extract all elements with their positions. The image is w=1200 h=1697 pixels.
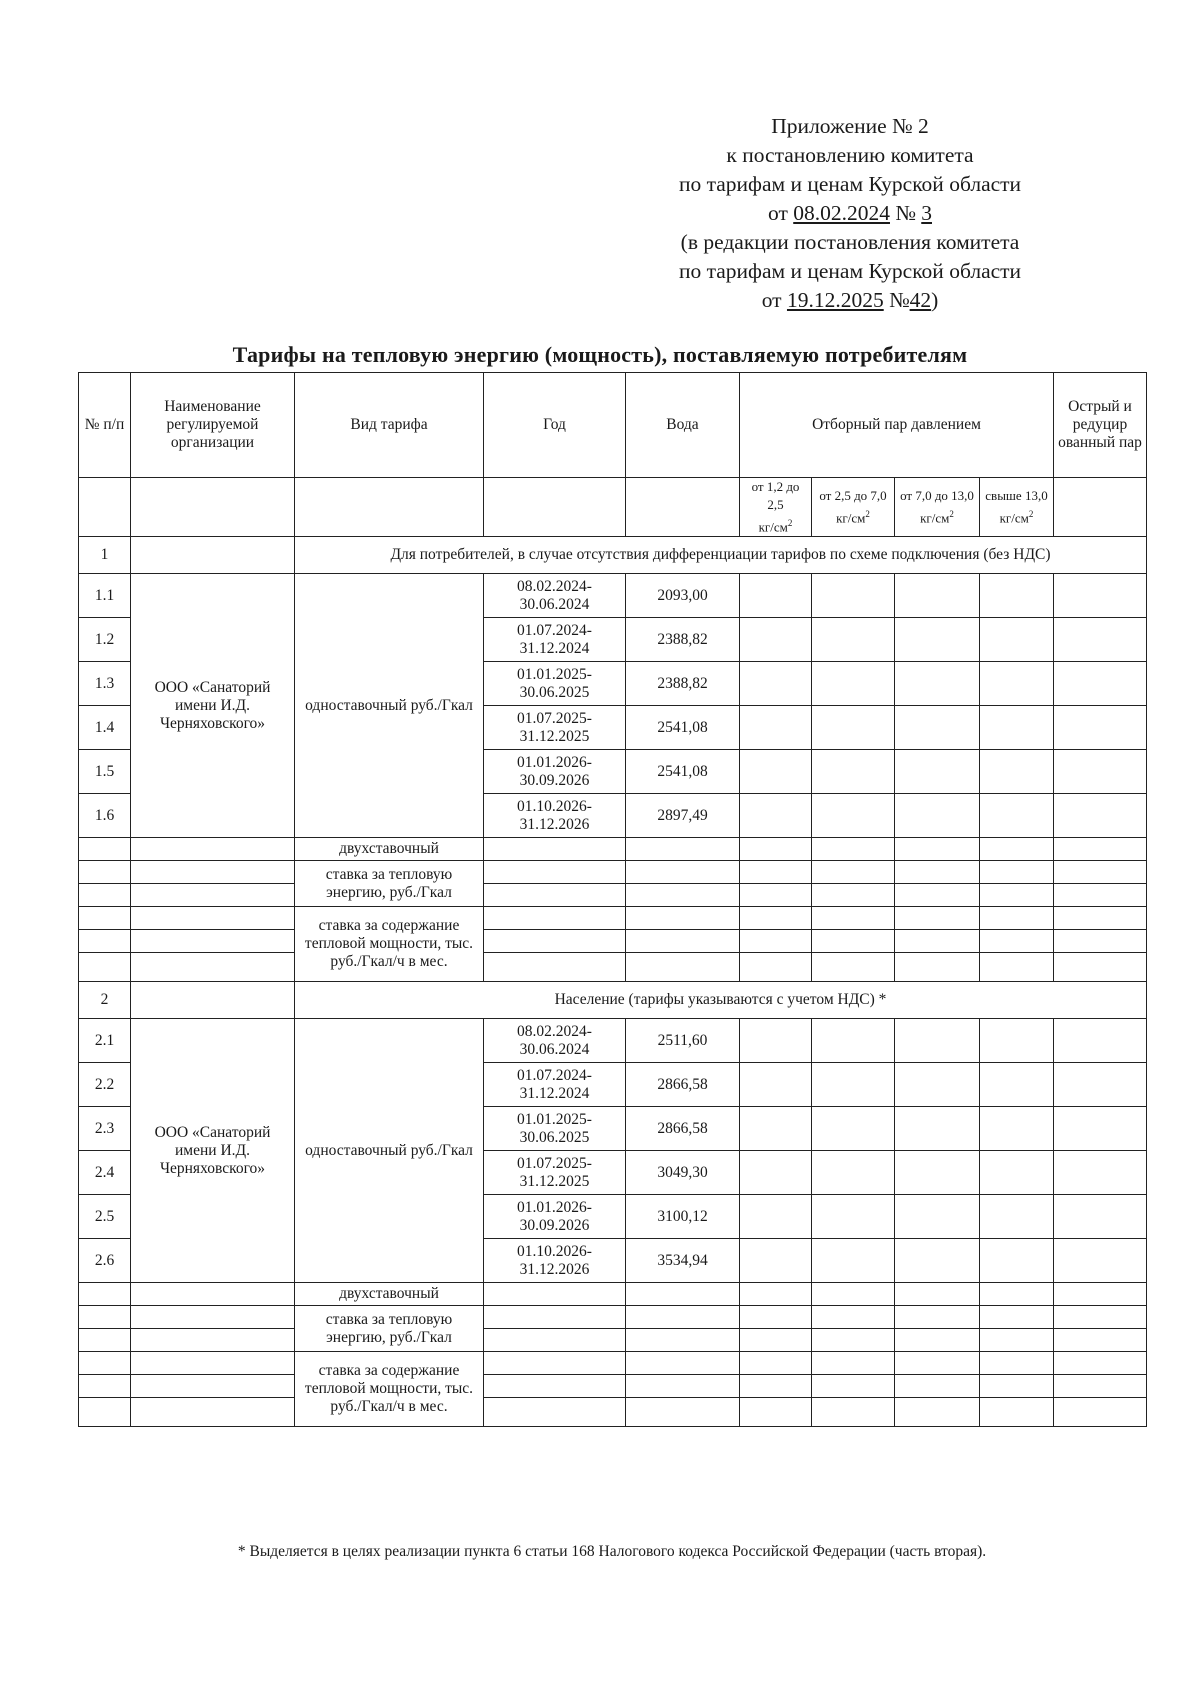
row-number: 2.4 <box>79 1151 131 1195</box>
period-cell: 01.07.2024-31.12.2024 <box>484 618 626 662</box>
energy-rate-row <box>79 884 1147 907</box>
energy-rate-row <box>79 1329 1147 1352</box>
row-number: 1.3 <box>79 662 131 706</box>
section-header-row <box>79 537 1147 574</box>
period-cell: 01.10.2026-31.12.2026 <box>484 1239 626 1283</box>
energy-rate-row <box>79 1306 1147 1329</box>
document-title: Тарифы на тепловую энергию (мощность), поставляемую потребителям <box>232 342 968 367</box>
revision-number-prefix: № <box>889 288 910 312</box>
period-cell: 08.02.2024-30.06.2024 <box>484 574 626 618</box>
two-rate-row <box>79 1283 1147 1306</box>
row-number: 2.5 <box>79 1195 131 1239</box>
col-header-water: Вода <box>626 373 740 478</box>
resolution-date: 08.02.2024 <box>793 201 890 225</box>
water-tariff-cell: 2866,58 <box>626 1107 740 1151</box>
water-tariff-cell: 3049,30 <box>626 1151 740 1195</box>
two-rate-row <box>79 838 1147 861</box>
period-cell: 01.07.2025-31.12.2025 <box>484 1151 626 1195</box>
col-header-type: Вид тарифа <box>295 373 484 478</box>
water-tariff-cell: 2541,08 <box>626 706 740 750</box>
col-header-steam: Отборный пар давлением <box>740 373 1054 478</box>
water-tariff-cell: 2388,82 <box>626 618 740 662</box>
pressure-header-2: от 2,5 до 7,0 $кг/см^2$ <box>812 478 895 537</box>
period-cell: 01.01.2025-30.06.2025 <box>484 662 626 706</box>
water-tariff-cell: 2511,60 <box>626 1019 740 1063</box>
energy-rate-label: ставка за тепловую энергию, руб./Гкал <box>295 1306 484 1352</box>
two-rate-label: двухставочный <box>295 838 484 861</box>
section-number: 1 <box>79 537 131 574</box>
tariff-type: одноставочный руб./Гкал <box>295 574 484 838</box>
period-cell: 08.02.2024-30.06.2024 <box>484 1019 626 1063</box>
row-number: 2.6 <box>79 1239 131 1283</box>
col-header-sharp-steam: Острый и редуцир ованный пар <box>1054 373 1147 478</box>
period-cell: 01.07.2024-31.12.2024 <box>484 1063 626 1107</box>
row-number: 2.1 <box>79 1019 131 1063</box>
period-cell: 01.10.2026-31.12.2026 <box>484 794 626 838</box>
header-date-line <box>600 199 1100 228</box>
capacity-rate-label: ставка за содержание тепловой мощности, тыс. руб./Гкал/ч в мес. <box>295 1352 484 1427</box>
revision-date: 19.12.2025 <box>786 288 884 312</box>
capacity-rate-row <box>79 930 1147 953</box>
pressure-header-1: от 1,2 до 2,5 $кг/см^2$ <box>740 478 812 537</box>
col-header-num: № п/п <box>79 373 131 478</box>
section-number: 2 <box>79 982 131 1019</box>
header-line-2: к постановлению комитета <box>726 143 974 167</box>
water-tariff-cell: 2866,58 <box>626 1063 740 1107</box>
water-tariff-cell: 3534,94 <box>626 1239 740 1283</box>
capacity-rate-row <box>79 907 1147 930</box>
row-number: 1.4 <box>79 706 131 750</box>
capacity-rate-row <box>79 1398 1147 1427</box>
tariff-table <box>78 372 1147 1427</box>
header-line-3: по тарифам и ценам Курской области <box>678 172 1022 196</box>
col-header-year: Год <box>484 373 626 478</box>
water-tariff-cell: 3100,12 <box>626 1195 740 1239</box>
capacity-rate-row <box>79 1375 1147 1398</box>
water-tariff-cell: 2897,49 <box>626 794 740 838</box>
period-cell: 01.01.2026-30.09.2026 <box>484 1195 626 1239</box>
header-line-6: по тарифам и ценам Курской области <box>678 259 1022 283</box>
section-label: Для потребителей, в случае отсутствия дифференциации тарифов по схеме подключения (без НДС) <box>295 537 1147 574</box>
period-cell: 01.01.2026-30.09.2026 <box>484 750 626 794</box>
appendix-header <box>600 112 1100 315</box>
header-line-1: Приложение № 2 <box>771 114 929 138</box>
energy-rate-label: ставка за тепловую энергию, руб./Гкал <box>295 861 484 907</box>
section-1-body <box>79 537 1147 982</box>
organization-name: ООО «Санаторий имени И.Д. Черняховского» <box>131 574 295 838</box>
table-row <box>79 574 1147 618</box>
date-prefix: от <box>767 201 788 225</box>
capacity-rate-label: ставка за содержание тепловой мощности, тыс. руб./Гкал/ч в мес. <box>295 907 484 982</box>
number-prefix: № <box>895 201 916 225</box>
section-header-row <box>79 982 1147 1019</box>
energy-rate-row <box>79 861 1147 884</box>
table-subheader-row <box>79 478 1147 537</box>
section-label: Население (тарифы указываются с учетом НДС) * <box>295 982 1147 1019</box>
row-number: 1.2 <box>79 618 131 662</box>
table-header-row <box>79 373 1147 478</box>
capacity-rate-row <box>79 953 1147 982</box>
col-header-org: Наименование регулируемой организации <box>131 373 295 478</box>
resolution-number: 3 <box>921 201 932 225</box>
capacity-rate-row <box>79 1352 1147 1375</box>
header-revision-line <box>600 286 1100 315</box>
water-tariff-cell: 2541,08 <box>626 750 740 794</box>
revision-number: 42 <box>909 288 932 312</box>
revision-close: ) <box>931 288 939 312</box>
row-number: 1.1 <box>79 574 131 618</box>
row-number: 1.6 <box>79 794 131 838</box>
revision-date-prefix: от <box>761 288 782 312</box>
period-cell: 01.01.2025-30.06.2025 <box>484 1107 626 1151</box>
water-tariff-cell: 2093,00 <box>626 574 740 618</box>
period-cell: 01.07.2025-31.12.2025 <box>484 706 626 750</box>
section-2-body <box>79 982 1147 1427</box>
header-line-5: (в редакции постановления комитета <box>680 230 1020 254</box>
footnote: * Выделяется в целях реализации пункта 6 статьи 168 Налогового кодекса Российской Федерации (часть вторая). <box>237 1543 987 1560</box>
tariff-type: одноставочный руб./Гкал <box>295 1019 484 1283</box>
pressure-header-3: от 7,0 до 13,0 $кг/см^2$ <box>895 478 980 537</box>
two-rate-label: двухставочный <box>295 1283 484 1306</box>
table-row <box>79 1019 1147 1063</box>
row-number: 2.2 <box>79 1063 131 1107</box>
row-number: 1.5 <box>79 750 131 794</box>
organization-name: ООО «Санаторий имени И.Д. Черняховского» <box>131 1019 295 1283</box>
row-number: 2.3 <box>79 1107 131 1151</box>
pressure-header-4: свыше 13,0 $кг/см^2$ <box>980 478 1054 537</box>
water-tariff-cell: 2388,82 <box>626 662 740 706</box>
